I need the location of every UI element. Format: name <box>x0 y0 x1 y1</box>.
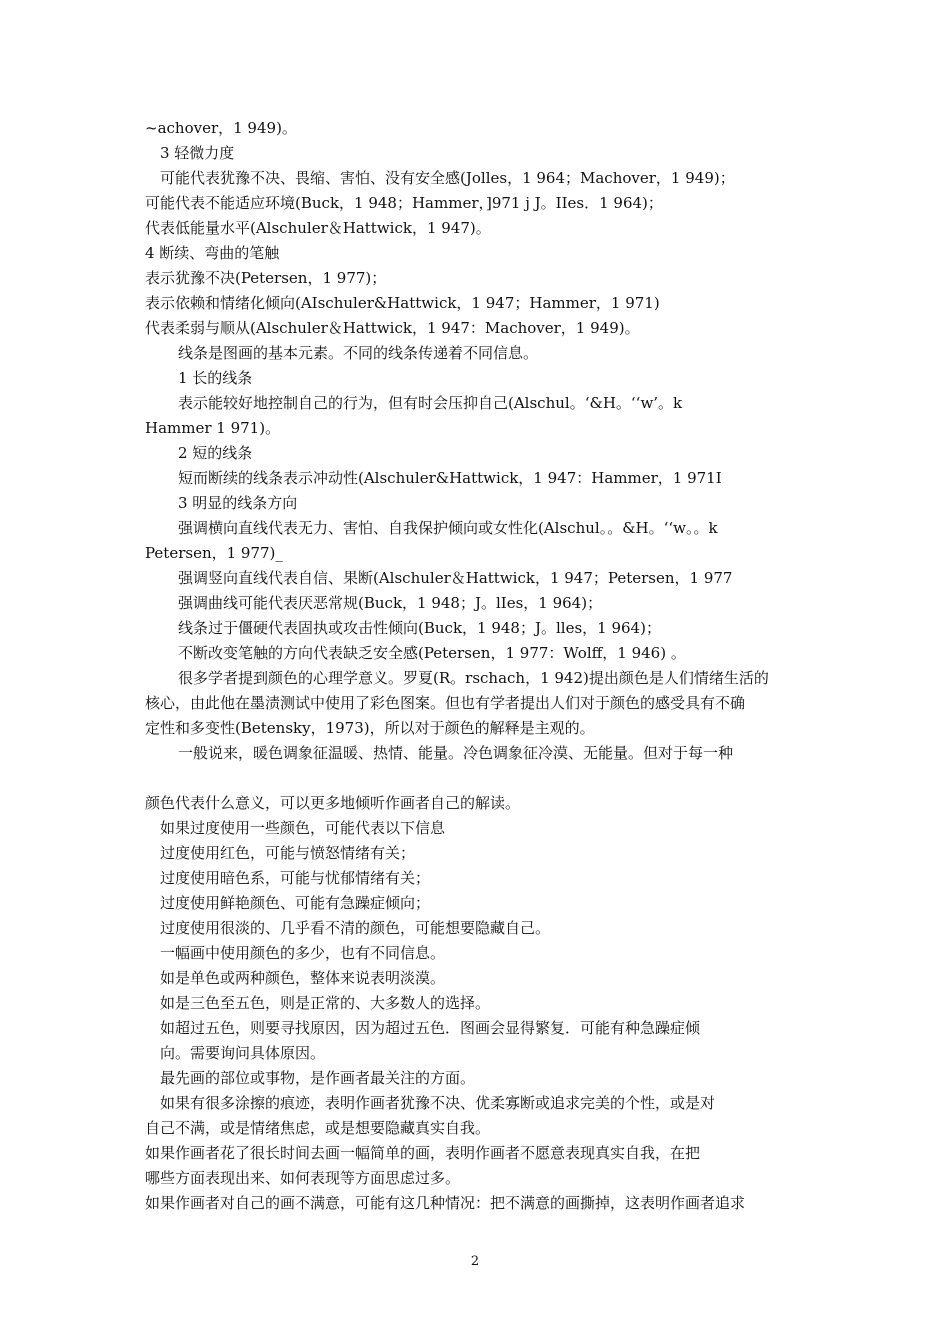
text-line-10: 线条是图画的基本元素。不同的线条传递着不同信息。 <box>178 344 539 362</box>
text-line-35: 如是三色至五色，则是正常的、大多数人的选择。 <box>160 994 491 1012</box>
text-line-38: 最先画的部位或事物，是作画者最关注的方面。 <box>160 1069 476 1087</box>
text-line-12: 表示能较好地控制自己的行为，但有时会压抑自己(Alschul。‘&H。‘‘w’。k <box>178 394 683 412</box>
text-line-3: 可能代表犹豫不决、畏缩、害怕、没有安全感(Jolles，1 964；Machover，1 949)； <box>160 169 735 187</box>
text-line-26: 一般说来，暖色调象征温暖、热情、能量。冷色调象征冷漠、无能量。但对于每一种 <box>178 744 734 762</box>
text-line-31: 过度使用鲜艳颜色、可能有急躁症倾向； <box>160 894 431 912</box>
text-line-28: 如果过度使用一些颜色，可能代表以下信息 <box>160 819 446 837</box>
text-line-32: 过度使用很淡的、几乎看不清的颜色，可能想要隐藏自己。 <box>160 919 551 937</box>
text-line-18: Petersen，1 977)_ <box>145 544 283 562</box>
text-line-6: 4 断续、弯曲的笔触 <box>145 244 280 262</box>
text-line-14: 2 短的线条 <box>178 444 253 462</box>
text-line-11: 1 长的线条 <box>178 369 253 387</box>
text-line-1: ~achover，1 949)。 <box>145 119 297 137</box>
text-line-41: 如果作画者花了很长时间去画一幅简单的画，表明作画者不愿意表现真实自我，在把 <box>145 1144 701 1162</box>
text-line-43: 如果作画者对自己的画不满意，可能有这几种情况：把不满意的画撕掉，这表明作画者追求 <box>145 1194 746 1212</box>
text-line-5: 代表低能量水平(Alschuler＆Hattwick，1 947)。 <box>145 219 491 237</box>
text-line-9: 代表柔弱与顺从(Alschuler＆Hattwick，1 947：Machover，1 949)。 <box>145 319 640 337</box>
text-line-4: 可能代表不能适应环境(Buck，1 948；Hammer，]971 j J。IIes．1 964)； <box>145 194 663 212</box>
text-line-7: 表示犹豫不决(Petersen，1 977)； <box>145 269 387 287</box>
text-line-23: 很多学者提到颜色的心理学意义。罗夏(R。rschach，1 942)提出颜色是人们情绪生活的 <box>178 669 769 687</box>
text-line-16: 3 明显的线条方向 <box>178 494 298 512</box>
page-number: 2 <box>470 1254 480 1269</box>
text-line-13: Hammer 1 971)。 <box>145 419 281 437</box>
text-line-37: 向。需要询问具体原因。 <box>160 1044 326 1062</box>
text-line-33: 一幅画中使用颜色的多少，也有不同信息。 <box>160 944 446 962</box>
text-line-22: 不断改变笔触的方向代表缺乏安全感(Petersen，1 977：Wolff，1 946) 。 <box>178 644 686 662</box>
text-line-27: 颜色代表什么意义，可以更多地倾听作画者自己的解读。 <box>145 794 521 812</box>
text-line-34: 如是单色或两种颜色，整体来说表明淡漠。 <box>160 969 446 987</box>
text-line-30: 过度使用暗色系，可能与忧郁情绪有关； <box>160 869 431 887</box>
text-line-15: 短而断续的线条表示冲动性(Alschuler&Hattwick，1 947：Hammer，1 971I <box>178 469 722 487</box>
text-line-40: 自己不满，或是情绪焦虑，或是想要隐藏真实自我。 <box>145 1119 491 1137</box>
text-line-21: 线条过于僵硬代表固执或攻击性倾向(Buck，1 948；J。lles，1 964)； <box>178 619 661 637</box>
text-line-29: 过度使用红色，可能与愤怒情绪有关； <box>160 844 416 862</box>
text-line-20: 强调曲线可能代表厌恶常规(Buck，1 948；J。lIes，1 964)； <box>178 594 603 612</box>
text-line-2: 3 轻微力度 <box>160 144 235 162</box>
text-line-36: 如超过五色，则要寻找原因，因为超过五色．图画会显得繁复．可能有种急躁症倾 <box>160 1019 701 1037</box>
text-line-25: 定性和多变性(Betensky，1973)，所以对于颜色的解释是主观的。 <box>145 719 595 737</box>
text-line-19: 强调竖向直线代表自信、果断(Alschuler＆Hattwick，1 947；Petersen，1 977 <box>178 569 733 587</box>
text-line-24: 核心，由此他在墨渍测试中使用了彩色图案。但也有学者提出人们对于颜色的感受具有不确 <box>145 694 746 712</box>
text-line-42: 哪些方面表现出来、如何表现等方面思虑过多。 <box>145 1169 461 1187</box>
text-line-17: 强调横向直线代表无力、害怕、自我保护倾向或女性化(Alschul。。&H。‘‘w。。k <box>178 519 718 537</box>
text-line-8: 表示依赖和情绪化倾向(AIschuler&Hattwick，1 947；Hammer，1 971) <box>145 294 660 312</box>
text-line-39: 如果有很多涂擦的痕迹，表明作画者犹豫不决、优柔寡断或追求完美的个性，或是对 <box>160 1094 716 1112</box>
